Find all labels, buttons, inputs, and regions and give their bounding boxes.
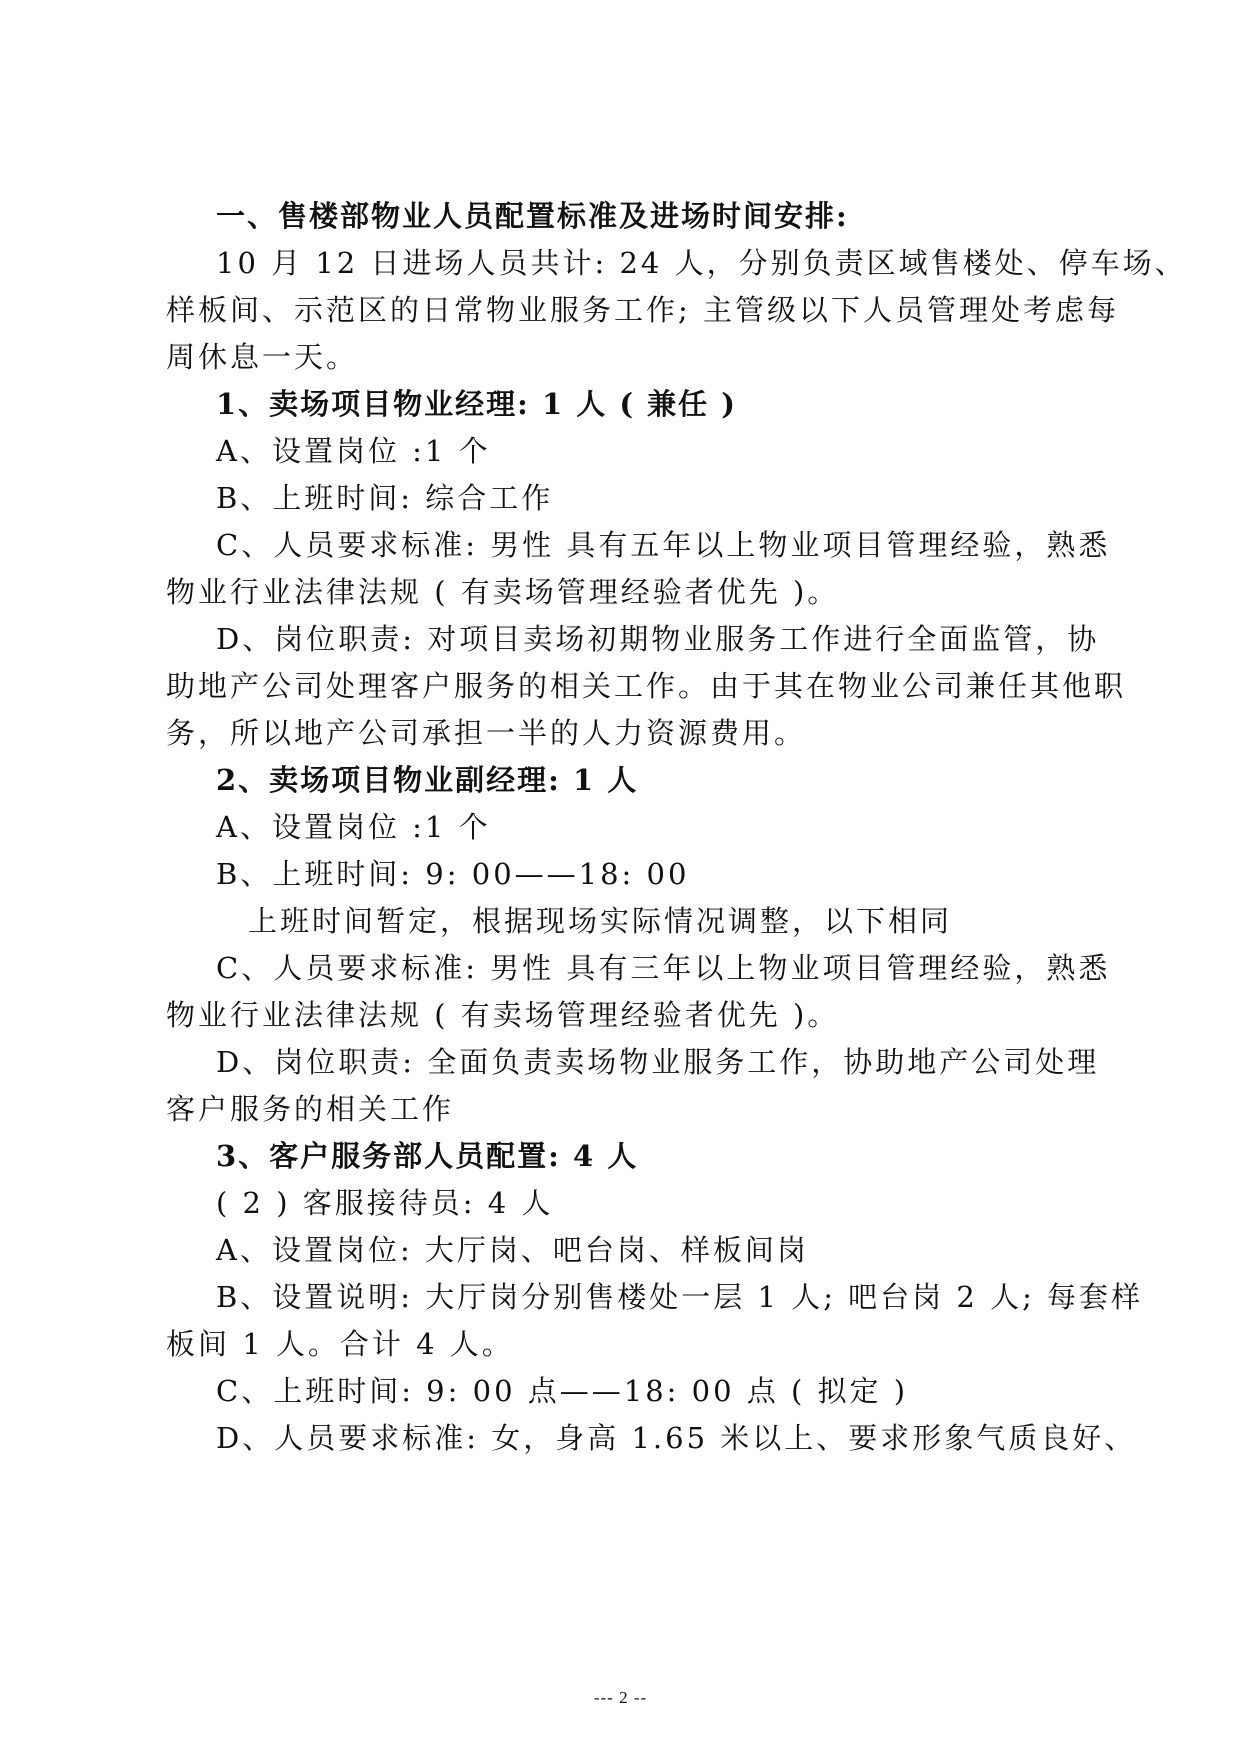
body-text-line: 周休息一天。 bbox=[166, 340, 359, 374]
body-text-line: C、人员要求标准: 男性 具有五年以上物业项目管理经验，熟悉 bbox=[216, 528, 1111, 562]
body-text-line: B、上班时间: 9: 00——18: 00 bbox=[216, 857, 690, 891]
section-heading: 1、卖场项目物业经理: 1 人 ( 兼任 ) bbox=[216, 387, 737, 421]
body-text-line: ( 2 ) 客服接待员: 4 人 bbox=[216, 1186, 554, 1220]
body-text-line: C、上班时间: 9: 00 点——18: 00 点 ( 拟定 ) bbox=[216, 1374, 909, 1408]
body-text-line: B、上班时间: 综合工作 bbox=[216, 481, 554, 515]
body-text-line: 务，所以地产公司承担一半的人力资源费用。 bbox=[166, 716, 807, 750]
body-text-line: A、设置岗位 :1 个 bbox=[216, 810, 491, 844]
body-text-line: D、岗位职责: 全面负责卖场物业服务工作，协助地产公司处理 bbox=[216, 1045, 1100, 1079]
body-text-line: A、设置岗位: 大厅岗、吧台岗、样板间岗 bbox=[216, 1233, 809, 1267]
body-text-line: A、设置岗位 :1 个 bbox=[216, 434, 491, 468]
body-text-line: D、岗位职责: 对项目卖场初期物业服务工作进行全面监管，协 bbox=[216, 622, 1100, 656]
body-text-line: B、设置说明: 大厅岗分别售楼处一层 1 人; 吧台岗 2 人; 每套样 bbox=[216, 1280, 1144, 1314]
page-number: --- 2 -- bbox=[593, 1688, 648, 1707]
body-text-line: 板间 1 人。合计 4 人。 bbox=[166, 1327, 514, 1361]
section-heading: 3、客户服务部人员配置: 4 人 bbox=[216, 1139, 639, 1173]
body-text-line: 10 月 12 日进场人员共计: 24 人，分别负责区域售楼处、停车场、 bbox=[216, 246, 1187, 280]
section-heading: 一、售楼部物业人员配置标准及进场时间安排: bbox=[216, 199, 849, 233]
body-text-line: 助地产公司处理客户服务的相关工作。由于其在物业公司兼任其他职 bbox=[166, 669, 1127, 703]
body-text-line: 物业行业法律法规 ( 有卖场管理经验者优先 )。 bbox=[166, 575, 840, 609]
body-text-line: 上班时间暂定，根据现场实际情况调整，以下相同 bbox=[248, 904, 953, 938]
body-text-line: 样板间、示范区的日常物业服务工作; 主管级以下人员管理处考虑每 bbox=[166, 293, 1119, 327]
body-text-line: 物业行业法律法规 ( 有卖场管理经验者优先 )。 bbox=[166, 998, 840, 1032]
section-heading: 2、卖场项目物业副经理: 1 人 bbox=[216, 763, 639, 797]
body-text-line: 客户服务的相关工作 bbox=[166, 1092, 455, 1126]
body-text-line: C、人员要求标准: 男性 具有三年以上物业项目管理经验，熟悉 bbox=[216, 951, 1111, 985]
body-text-line: D、人员要求标准: 女，身高 1.65 米以上、要求形象气质良好、 bbox=[216, 1421, 1137, 1455]
